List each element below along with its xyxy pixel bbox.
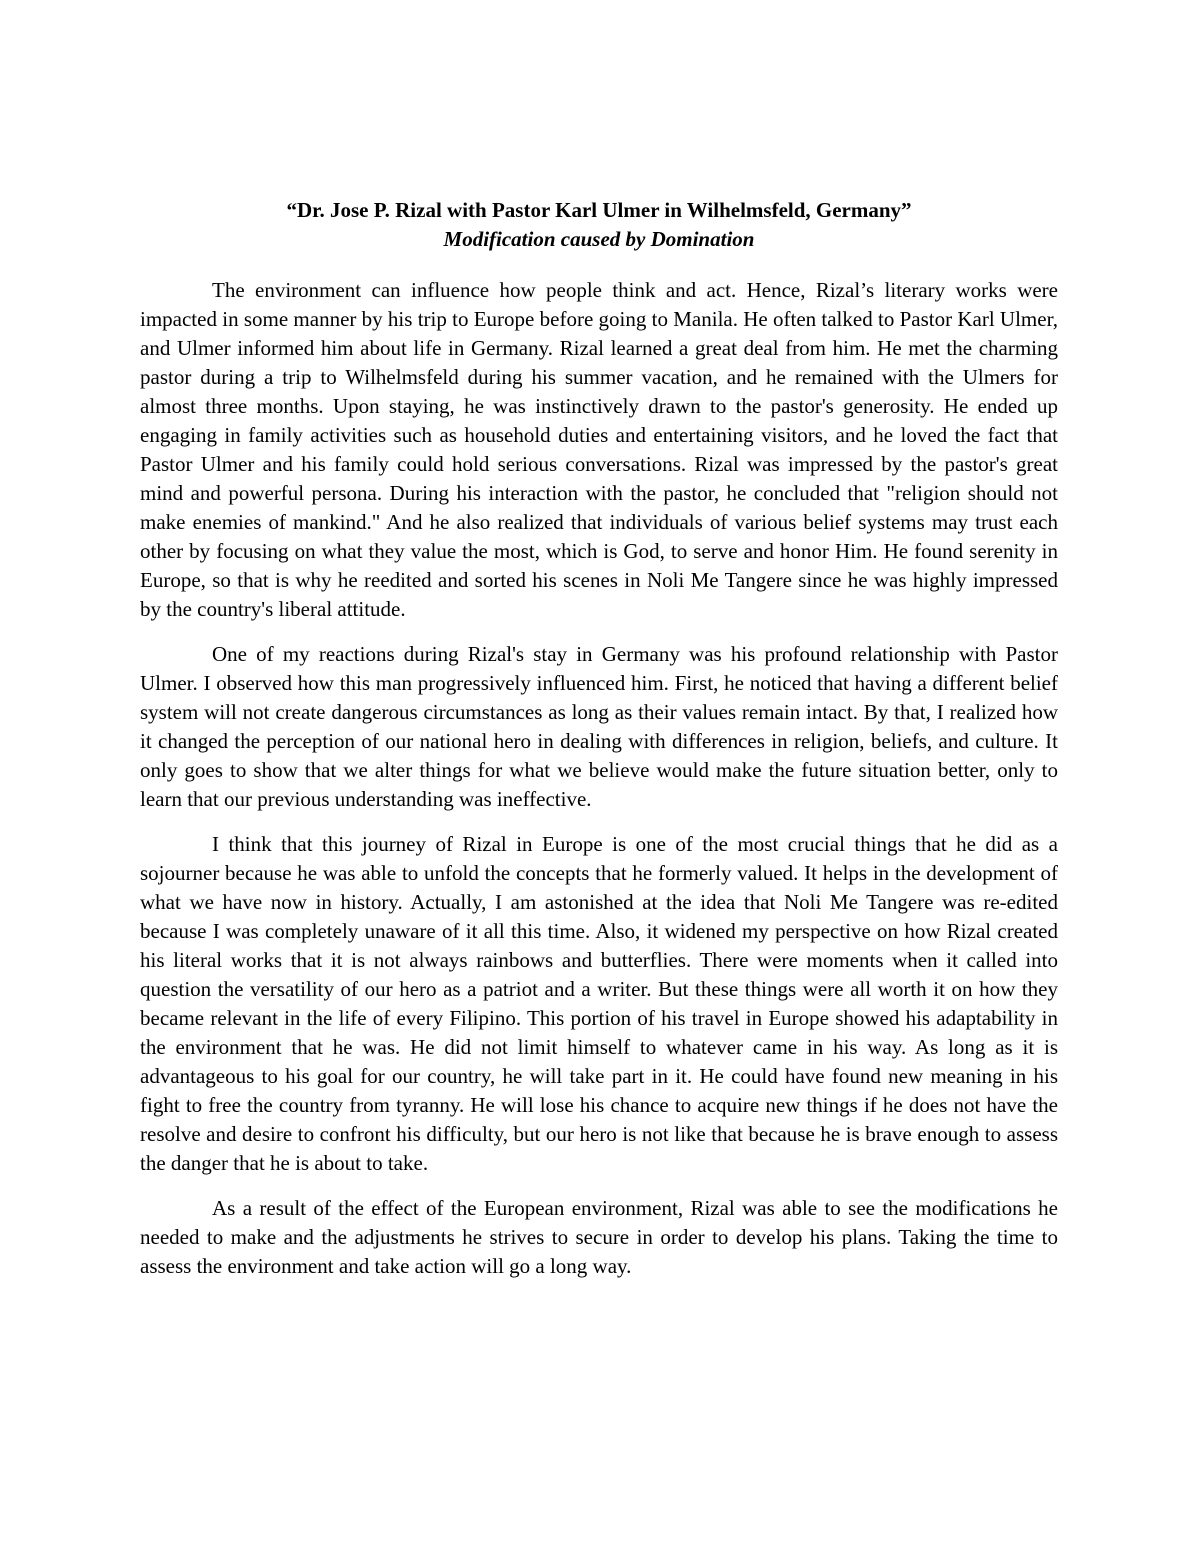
- body-paragraph-4: As a result of the effect of the European environment, Rizal was able to see the modifications he needed to make and the adjustments he strives to secure in order to develop his plans. Taking the time to assess the environment and take action will go a long way.: [140, 1196, 1058, 1278]
- document-body: [140, 196, 1058, 1297]
- body-paragraph-3: I think that this journey of Rizal in Europe is one of the most crucial things that he did as a sojourner because he was able to unfold the concepts that he formerly valued. It helps in the development of what we have now in history. Actually, I am astonished at the idea that Noli Me Tangere was re-edited because I was completely unaware of it all this time. Also, it widened my perspective on how Rizal created his literal works that it is not always rainbows and butterflies. There were moments when it called into question the versatility of our hero as a patriot and a writer. But these things were all worth it on how they became relevant in the life of every Filipino. This portion of his travel in Europe showed his adaptability in the environment that he was. He did not limit himself to whatever came in his way. As long as it is advantageous to his goal for our country, he will take part in it. He could have found new meaning in his fight to free the country from tyranny. He will lose his chance to acquire new things if he does not have the resolve and desire to confront his difficulty, but our hero is not like that because he is brave enough to assess the danger that he is about to take.: [140, 832, 1058, 1175]
- body-paragraph-1: The environment can influence how people think and act. Hence, Rizal’s literary works were impacted in some manner by his trip to Europe before going to Manila. He often talked to Pastor Karl Ulmer, and Ulmer informed him about life in Germany. Rizal learned a great deal from him. He met the charming pastor during a trip to Wilhelmsfeld during his summer vacation, and he remained with the Ulmers for almost three months. Upon staying, he was instinctively drawn to the pastor's generosity. He ended up engaging in family activities such as household duties and entertaining visitors, and he loved the fact that Pastor Ulmer and his family could hold serious conversations. Rizal was impressed by the pastor's great mind and powerful persona. During his interaction with the pastor, he concluded that "religion should not make enemies of mankind." And he also realized that individuals of various belief systems may trust each other by focusing on what they value the most, which is God, to serve and honor Him. He found serenity in Europe, so that is why he reedited and sorted his scenes in Noli Me Tangere since he was highly impressed by the country's liberal attitude.: [140, 278, 1058, 621]
- document-title: “Dr. Jose P. Rizal with Pastor Karl Ulmer in Wilhelmsfeld, Germany”: [286, 198, 912, 222]
- document-subtitle: Modification caused by Domination: [443, 227, 755, 251]
- body-paragraph-2: One of my reactions during Rizal's stay in Germany was his profound relationship with Pastor Ulmer. I observed how this man progressively influenced him. First, he noticed that having a different belief system will not create dangerous circumstances as long as their values remain intact. By that, I realized how it changed the perception of our national hero in dealing with differences in religion, beliefs, and culture. It only goes to show that we alter things for what we believe would make the future situation better, only to learn that our previous understanding was ineffective.: [140, 642, 1058, 811]
